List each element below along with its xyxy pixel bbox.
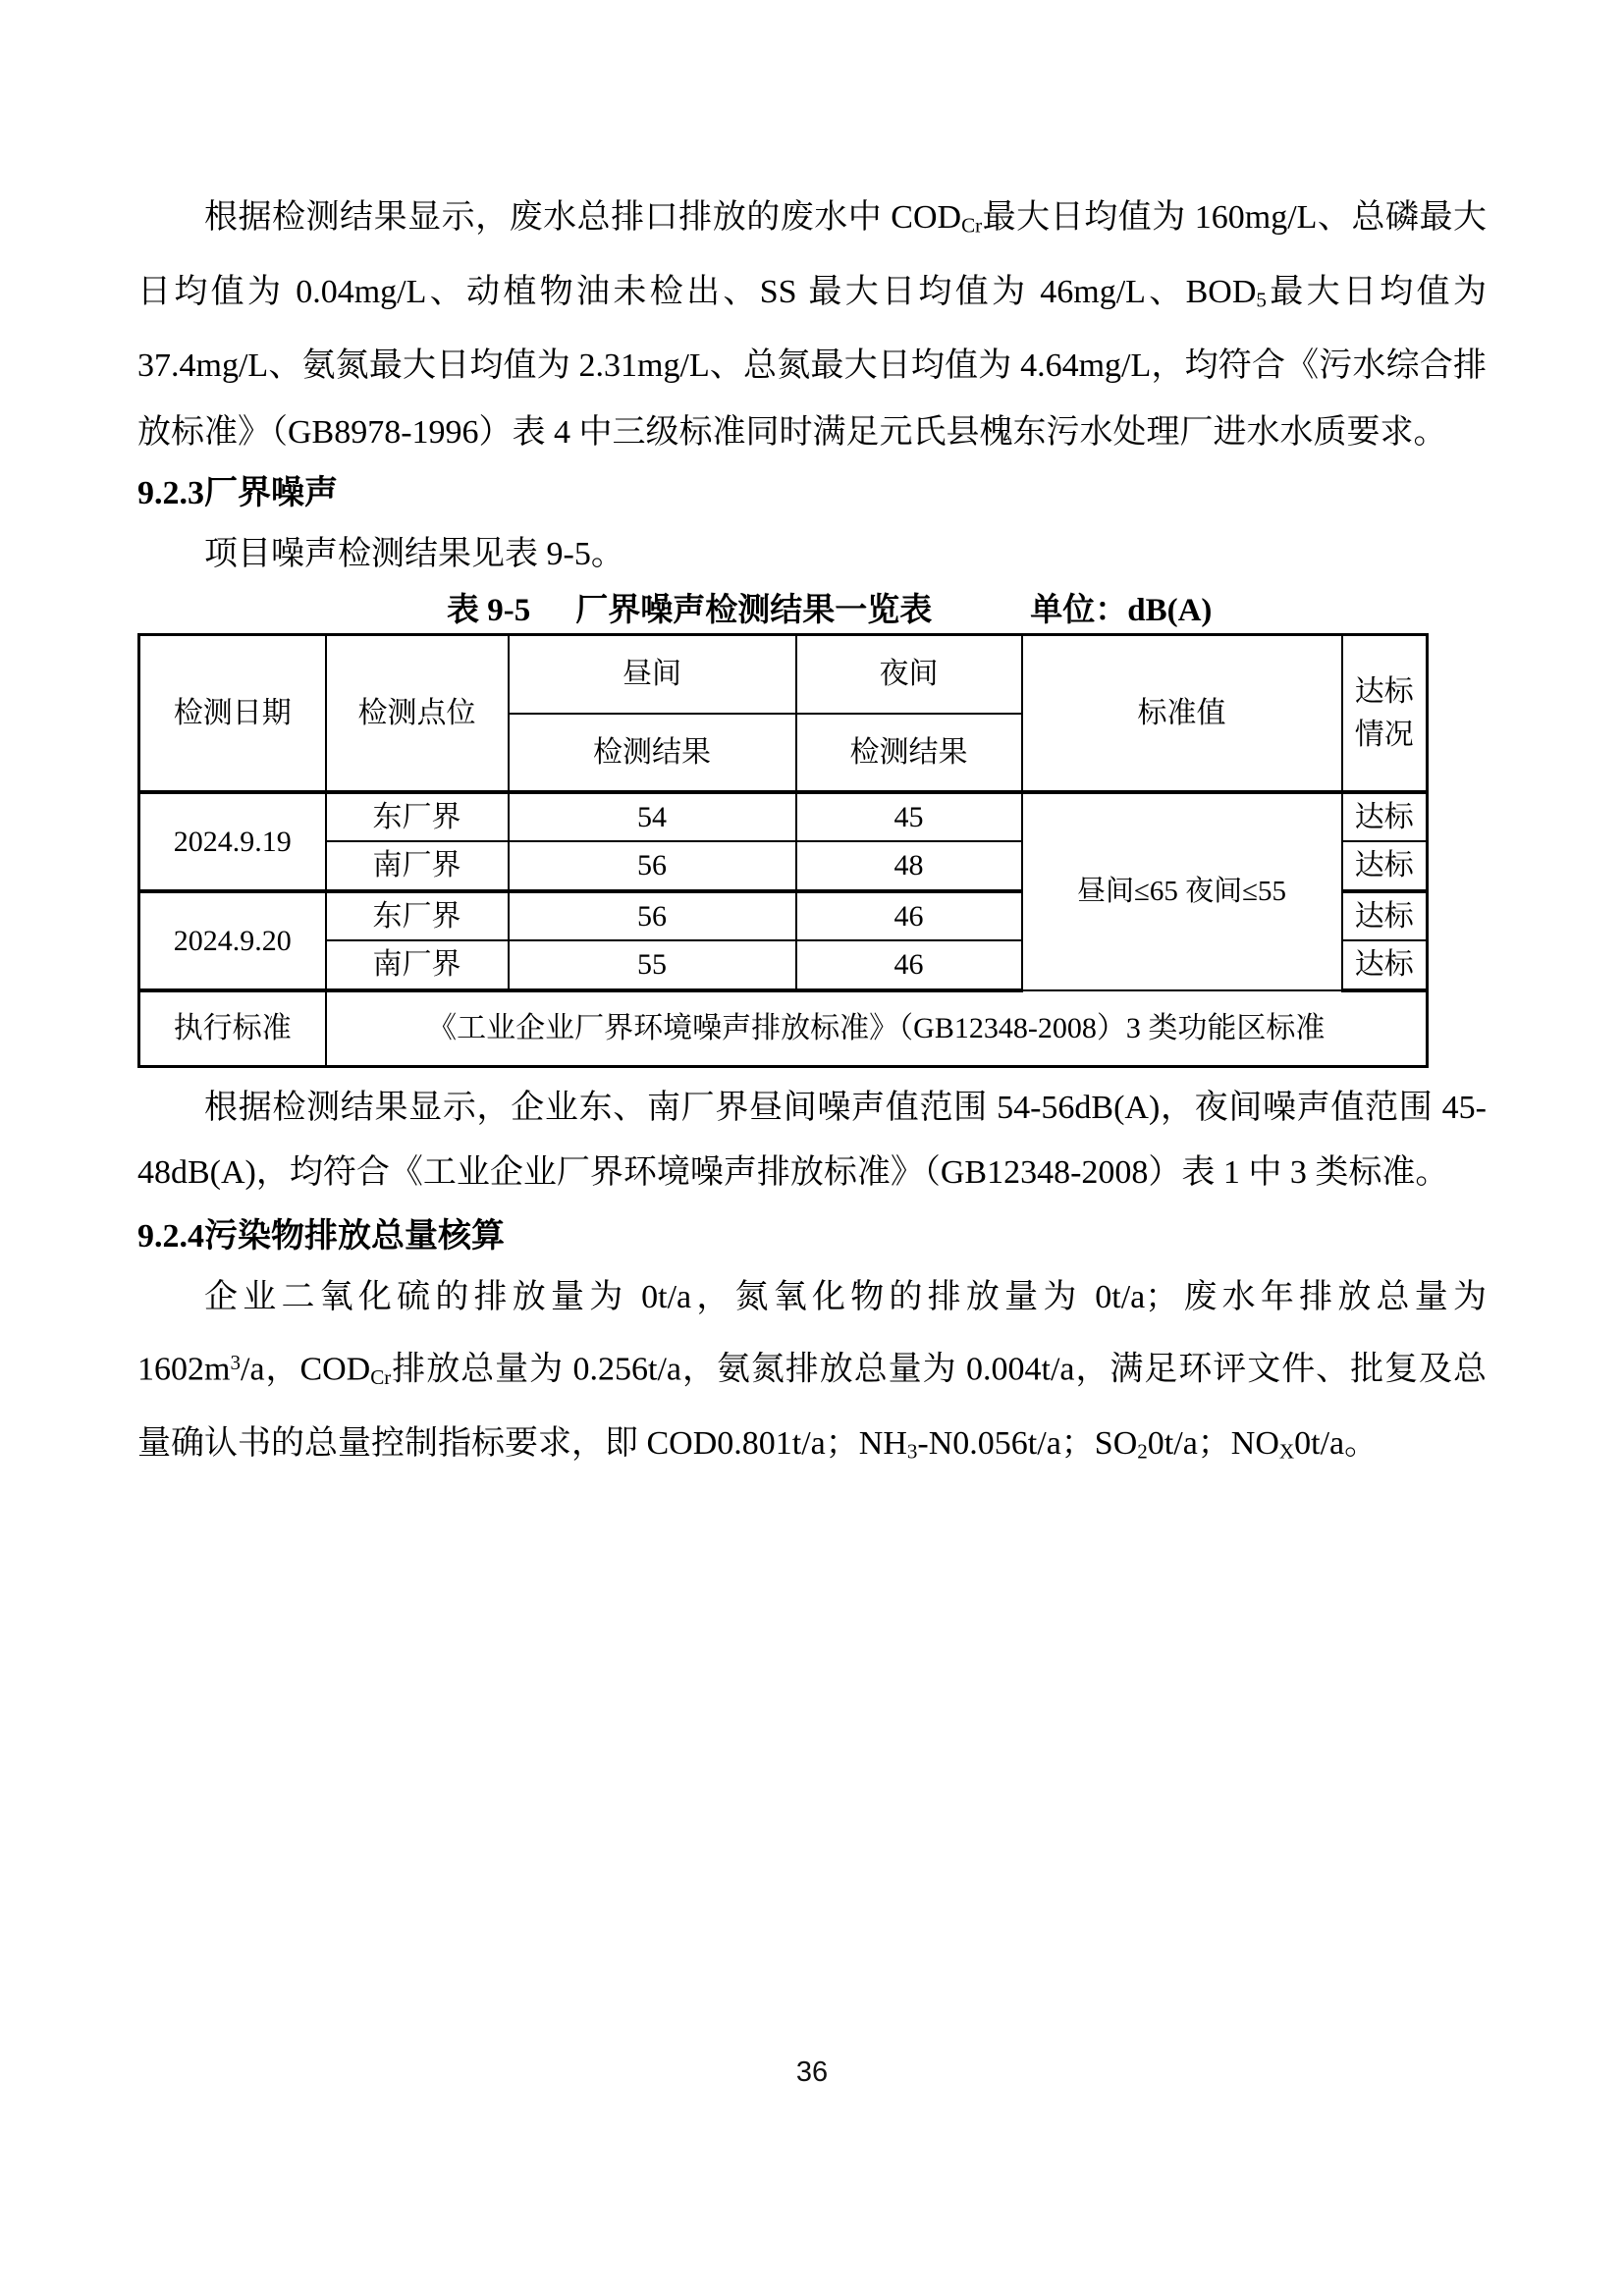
header-point: 检测点位 bbox=[326, 635, 509, 792]
cell-standard-value: 昼间≤65 夜间≤55 bbox=[1022, 792, 1342, 990]
subscript-cr: Cr bbox=[961, 213, 983, 238]
header-standard-value: 标准值 bbox=[1022, 635, 1342, 792]
cell-status: 达标 bbox=[1342, 792, 1428, 842]
subscript-cr: Cr bbox=[370, 1365, 392, 1390]
cell-date: 2024.9.20 bbox=[139, 891, 326, 990]
cell-day-value: 54 bbox=[509, 792, 796, 842]
cell-day-value: 56 bbox=[509, 891, 796, 941]
text-segment: -N0.056t/a；SO bbox=[917, 1425, 1138, 1463]
cell-status: 达标 bbox=[1342, 940, 1428, 990]
text-segment: 0t/a；NO bbox=[1147, 1425, 1279, 1463]
cell-day-value: 56 bbox=[509, 841, 796, 891]
heading-9-2-4-total-emissions: 9.2.4污染物排放总量核算 bbox=[137, 1218, 505, 1255]
text-segment: 最大日均值为 160mg/L、总磷最大日均值为 0.04mg/L、动植物油未检出、SS 最大日均值为 46mg/L、BOD bbox=[137, 199, 1487, 310]
table-caption-label: 表 9-5 bbox=[447, 593, 531, 629]
text-segment: 0t/a。 bbox=[1294, 1425, 1379, 1463]
header-date: 检测日期 bbox=[139, 635, 326, 792]
paragraph-table-intro: 项目噪声检测结果见表 9-5。 bbox=[204, 536, 624, 573]
superscript-3: 3 bbox=[230, 1351, 241, 1375]
noise-results-table bbox=[137, 633, 1429, 1068]
table-caption-unit: 单位：dB(A) bbox=[1030, 593, 1213, 629]
cell-night-value: 45 bbox=[796, 792, 1022, 842]
text-segment: 企业二氧化硫的排放量为 0t/a，氮氧化物的排放量为 0t/a；废水年排放总量为 1602m bbox=[137, 1279, 1487, 1388]
paragraph-total-emissions bbox=[137, 1264, 1487, 1485]
subscript-5: 5 bbox=[1256, 288, 1267, 312]
header-nighttime: 夜间 bbox=[796, 635, 1022, 714]
subscript-2: 2 bbox=[1137, 1440, 1148, 1465]
text-segment: 最大日均值为 37.4mg/L、氨氮最大日均值为 2.31mg/L、总氮最大日均值为 4.64mg/L，均符合《污水综合排放标准》（GB8978-1996）表 4 中三级标准同时满足元氏县槐东污水处理厂进水水质要求。 bbox=[137, 273, 1487, 452]
cell-exec-standard-value: 《工业企业厂界环境噪声排放标准》（GB12348-2008）3 类功能区标准 bbox=[326, 990, 1428, 1067]
cell-status: 达标 bbox=[1342, 891, 1428, 941]
header-daytime: 昼间 bbox=[509, 635, 796, 714]
table-caption bbox=[137, 588, 1487, 633]
subscript-x: X bbox=[1278, 1440, 1295, 1465]
header-day-result: 检测结果 bbox=[509, 714, 796, 792]
text-segment: 排放总量为 0.256t/a，氨氮排放总量为 0.004t/a，满足环评文件、批复及总量确认书的总量控制指标要求，即 COD0.801t/a；NH bbox=[137, 1351, 1487, 1463]
cell-date: 2024.9.19 bbox=[139, 792, 326, 891]
cell-night-value: 48 bbox=[796, 841, 1022, 891]
cell-location: 南厂界 bbox=[326, 940, 509, 990]
cell-status: 达标 bbox=[1342, 841, 1428, 891]
heading-9-2-3-boundary-noise: 9.2.3厂界噪声 bbox=[137, 475, 338, 512]
text-segment: /a，COD bbox=[241, 1351, 371, 1388]
cell-night-value: 46 bbox=[796, 891, 1022, 941]
cell-location: 东厂界 bbox=[326, 792, 509, 842]
subscript-3: 3 bbox=[906, 1440, 918, 1465]
header-status: 达标情况 bbox=[1342, 635, 1428, 792]
cell-location: 南厂界 bbox=[326, 841, 509, 891]
cell-exec-standard-label: 执行标准 bbox=[139, 990, 326, 1067]
header-night-result: 检测结果 bbox=[796, 714, 1022, 792]
cell-location: 东厂界 bbox=[326, 891, 509, 941]
page-number: 36 bbox=[795, 2056, 829, 2088]
text-segment: 根据检测结果显示，废水总排口排放的废水中 COD bbox=[204, 199, 962, 236]
cell-night-value: 46 bbox=[796, 940, 1022, 990]
paragraph-noise-summary: 根据检测结果显示，企业东、南厂界昼间噪声值范围 54-56dB(A)，夜间噪声值范围 45-48dB(A)，均符合《工业企业厂界环境噪声排放标准》（GB12348-2008）表 1 中 3 类标准。 bbox=[137, 1090, 1487, 1192]
cell-day-value: 55 bbox=[509, 940, 796, 990]
paragraph-wastewater-results bbox=[137, 185, 1487, 466]
table-caption-title: 厂界噪声检测结果一览表 bbox=[575, 593, 933, 629]
